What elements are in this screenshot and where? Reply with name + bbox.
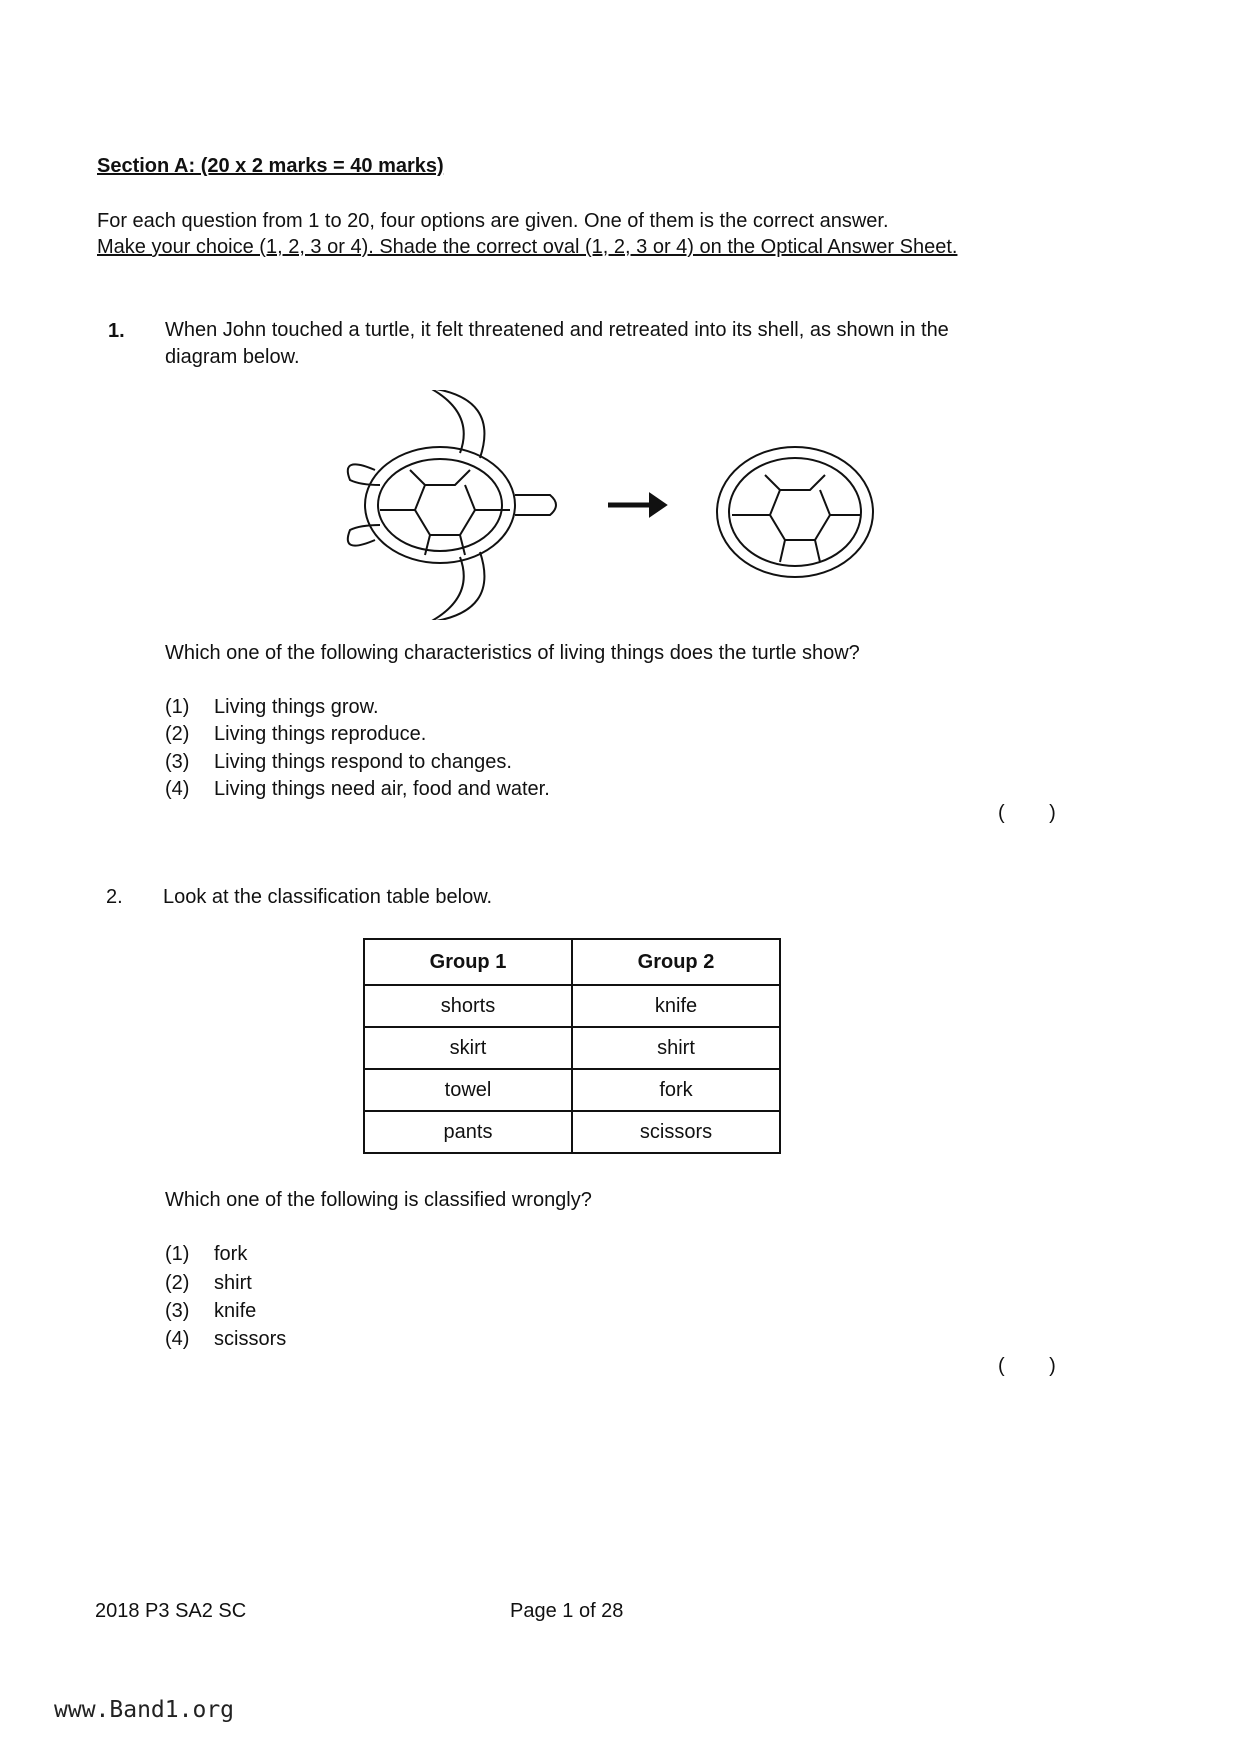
table-cell: knife (572, 985, 780, 1027)
option-text: Living things reproduce. (214, 723, 427, 745)
table-cell: towel (364, 1069, 572, 1111)
question-1-question: Which one of the following characteristics of living things does the turtle show? (165, 642, 860, 664)
option-text: Living things need air, food and water. (214, 778, 550, 800)
table-row (364, 985, 780, 1027)
question-1-option-4[interactable] (165, 778, 550, 801)
table-header-row (364, 939, 780, 985)
question-2-option-1[interactable] (165, 1243, 247, 1266)
classification-table (363, 938, 781, 1154)
option-text: Living things respond to changes. (214, 751, 512, 773)
option-label: (2) (165, 723, 190, 745)
table-cell: shorts (364, 985, 572, 1027)
arrow-icon (608, 494, 666, 516)
table-cell: pants (364, 1111, 572, 1153)
question-2-number: 2. (106, 886, 123, 908)
option-label: (3) (165, 751, 190, 773)
instructions-line-2: Make your choice (1, 2, 3 or 4). Shade the correct oval (1, 2, 3 or 4) on the Optical Answer Sheet. (97, 236, 958, 258)
question-2-option-3[interactable] (165, 1300, 256, 1323)
footer-paper-code: 2018 P3 SA2 SC (95, 1600, 247, 1622)
table-cell: scissors (572, 1111, 780, 1153)
turtle-retracted-illustration (717, 447, 873, 577)
turtle-extended-illustration (348, 390, 556, 620)
question-1-answer-bracket[interactable]: ( ) (998, 802, 1056, 824)
option-label: (1) (165, 1243, 190, 1265)
table-cell: fork (572, 1069, 780, 1111)
question-1-option-3[interactable] (165, 751, 512, 774)
question-1-option-2[interactable] (165, 723, 426, 746)
watermark-url: www.Band1.org (54, 1697, 235, 1723)
table-cell: skirt (364, 1027, 572, 1069)
instructions-line-1: For each question from 1 to 20, four options are given. One of them is the correct answer. (97, 210, 889, 232)
footer-page-number: Page 1 of 28 (510, 1600, 624, 1622)
table-row (364, 1027, 780, 1069)
question-2-option-2[interactable] (165, 1272, 252, 1295)
option-text: Living things grow. (214, 696, 379, 718)
table-row (364, 1111, 780, 1153)
option-text: knife (214, 1300, 257, 1322)
table-header-group-2: Group 2 (572, 939, 780, 985)
table-row (364, 1069, 780, 1111)
table-cell: shirt (572, 1027, 780, 1069)
option-label: (1) (165, 696, 190, 718)
option-label: (3) (165, 1300, 190, 1322)
question-1-stem-line-1: When John touched a turtle, it felt threatened and retreated into its shell, as shown in the (165, 319, 949, 341)
option-text: shirt (214, 1272, 252, 1294)
option-text: fork (214, 1243, 248, 1265)
table-header-group-1: Group 1 (364, 939, 572, 985)
question-1-number: 1. (108, 320, 125, 342)
question-2-question: Which one of the following is classified wrongly? (165, 1189, 592, 1211)
option-text: scissors (214, 1328, 287, 1350)
question-1-stem-line-2: diagram below. (165, 346, 300, 368)
option-label: (4) (165, 778, 190, 800)
option-label: (4) (165, 1328, 190, 1350)
question-2-stem: Look at the classification table below. (163, 886, 493, 908)
question-2-option-4[interactable] (165, 1328, 286, 1351)
section-heading: Section A: (20 x 2 marks = 40 marks) (97, 155, 444, 177)
question-2-answer-bracket[interactable]: ( ) (998, 1355, 1056, 1377)
turtle-diagram (330, 390, 890, 620)
option-label: (2) (165, 1272, 190, 1294)
question-1-option-1[interactable] (165, 696, 379, 719)
